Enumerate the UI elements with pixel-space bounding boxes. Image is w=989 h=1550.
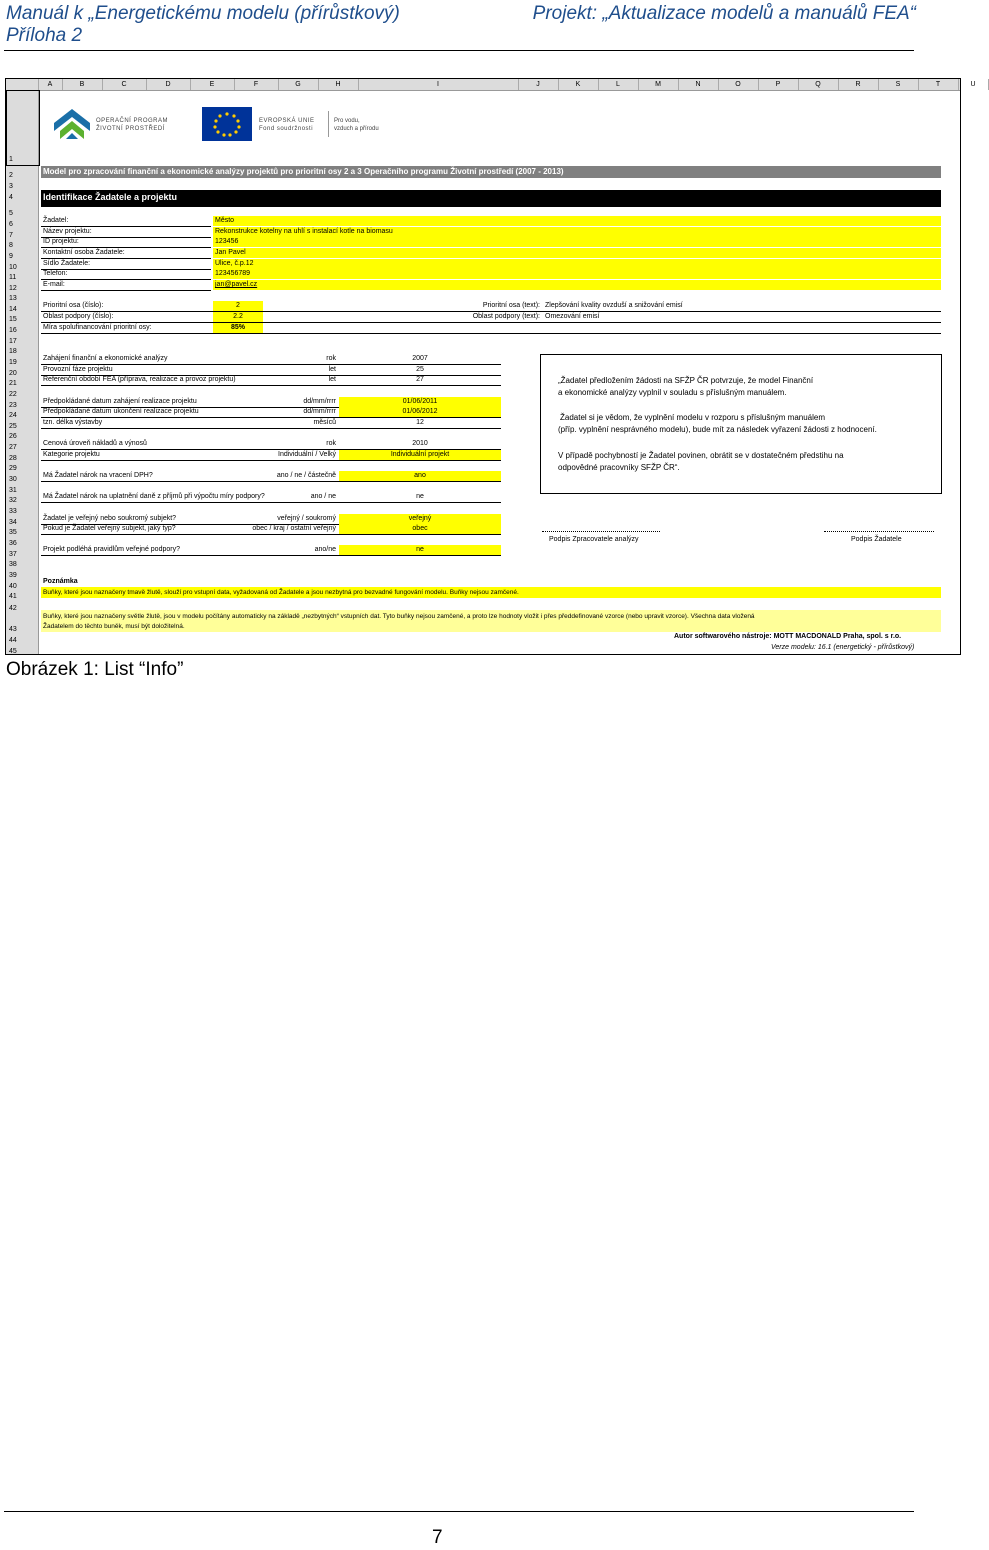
param-label: Předpokládané datum zahájení realizace projektu bbox=[43, 398, 197, 405]
field-label: E-mail: bbox=[43, 281, 65, 288]
row-header: 13 bbox=[9, 295, 17, 302]
section-title: Identifikace Žadatele a projektu bbox=[43, 192, 178, 202]
row-header: 40 bbox=[9, 583, 17, 590]
param-value: ne bbox=[416, 546, 424, 553]
column-headers bbox=[6, 79, 976, 91]
row-header: 3 bbox=[9, 183, 13, 190]
param-value: 2007 bbox=[412, 355, 428, 362]
param-value: obec bbox=[412, 525, 428, 532]
row-header: 43 bbox=[9, 626, 17, 633]
priority-label: Míra spolufinancování prioritní osy: bbox=[43, 324, 152, 331]
field-value: jan@pavel.cz bbox=[215, 281, 258, 288]
param-unit: dd/mm/rrrr bbox=[303, 398, 336, 405]
column-header: N bbox=[678, 79, 719, 90]
row-header: 36 bbox=[9, 540, 17, 547]
row-header: 20 bbox=[9, 370, 17, 377]
declaration-line-5: V případě pochybností je Žadatel povinen, obrátit se v dostatečném předstihu na bbox=[558, 451, 844, 460]
field-label: Kontaktní osoba Žadatele: bbox=[43, 249, 125, 256]
priority-underline bbox=[41, 333, 941, 334]
row-header: 4 bbox=[9, 194, 13, 201]
field-value-bg bbox=[213, 259, 941, 269]
row-header: 29 bbox=[9, 465, 17, 472]
signature-line-applicant bbox=[824, 531, 934, 532]
row-header: 21 bbox=[9, 380, 17, 387]
param-label: tzn. délka výstavby bbox=[43, 419, 103, 426]
field-value-bg bbox=[213, 269, 941, 279]
signature-line-analyst bbox=[542, 531, 660, 532]
declaration-box bbox=[540, 354, 942, 494]
row-header: 8 bbox=[9, 242, 13, 249]
header-left bbox=[6, 3, 400, 47]
signature-analyst: Podpis Zpracovatele analýzy bbox=[549, 536, 639, 543]
priority-label: Oblast podpory (číslo): bbox=[43, 313, 114, 320]
row-header: 28 bbox=[9, 455, 17, 462]
column-header: P bbox=[758, 79, 799, 90]
field-value: 123456 bbox=[215, 238, 239, 245]
row-header: 32 bbox=[9, 497, 17, 504]
field-label: ID projektu: bbox=[43, 238, 79, 245]
param-unit: ano / ne / částečně bbox=[276, 472, 336, 479]
note-dark-yellow: Buňky, které jsou naznačeny tmavě žlutě, slouží pro vstupní data, vyžadovaná od Žadatele a jsou nezbytná pro bezvadné fungování modelu. Buňky nejsou zamčené. bbox=[43, 589, 519, 596]
field-label: Telefon: bbox=[43, 270, 68, 277]
row-header: 12 bbox=[9, 285, 17, 292]
param-unit: veřejný / soukromý bbox=[277, 515, 336, 522]
column-header: J bbox=[518, 79, 559, 90]
param-unit: rok bbox=[326, 440, 336, 447]
header-appendix: Příloha 2 bbox=[6, 25, 83, 46]
field-value: Rekonstrukce kotelny na uhlí s instalací kotle na biomasu bbox=[215, 228, 393, 235]
declaration-line-1: „Žadatel předložením žádosti na SFŽP ČR potvrzuje, že model Finanční bbox=[558, 376, 814, 385]
param-unit: ano/ne bbox=[314, 546, 336, 553]
figure-caption: Obrázek 1: List “Info” bbox=[6, 659, 184, 680]
param-label: Referenční období FEA (příprava, realizace a provoz projektu) bbox=[43, 376, 236, 383]
priority-text-value: Zlepšování kvality ovzduší a snižování emisí bbox=[545, 302, 683, 309]
param-value: ano bbox=[414, 472, 426, 479]
declaration-line-3: Žadatel si je vědom, že vyplnění modelu v rozporu s příslušným manuálem bbox=[560, 413, 826, 422]
row-header: 14 bbox=[9, 306, 17, 313]
param-value: Individuální projekt bbox=[390, 451, 450, 458]
column-header: U bbox=[958, 79, 989, 90]
declaration-line-4: (příp. vyplnění nesprávného modelu), bude mít za následek vyřazení žádosti z hodnocení. bbox=[558, 425, 877, 434]
row-header: 26 bbox=[9, 433, 17, 440]
author-note: Autor softwarového nástroje: MOTT MACDONALD Praha, spol. s r.o. bbox=[674, 633, 902, 640]
field-value-bg bbox=[213, 248, 941, 258]
param-value: 01/06/2011 bbox=[402, 398, 438, 405]
row-header: 6 bbox=[9, 221, 13, 228]
param-value: 12 bbox=[416, 419, 424, 426]
field-value-bg bbox=[213, 216, 941, 226]
field-value-bg bbox=[213, 237, 941, 247]
header-project: Projekt: „Aktualizace modelů a manuálů FEA“ bbox=[532, 3, 916, 24]
priority-value: 85% bbox=[230, 324, 245, 331]
column-header: C bbox=[102, 79, 147, 90]
header-rule bbox=[4, 50, 914, 51]
priority-text-label: Oblast podpory (text): bbox=[472, 313, 540, 320]
param-value: 27 bbox=[416, 376, 424, 383]
column-header: F bbox=[234, 79, 279, 90]
column-header-corner bbox=[6, 79, 39, 90]
row-header: 38 bbox=[9, 561, 17, 568]
column-header: L bbox=[598, 79, 639, 90]
column-header: S bbox=[878, 79, 919, 90]
column-header: H bbox=[318, 79, 359, 90]
row-header: 2 bbox=[9, 172, 13, 179]
declaration-line-6: odpovědné pracovníky SFŽP ČR“. bbox=[558, 463, 680, 472]
row-header: 41 bbox=[9, 593, 17, 600]
version-note: Verze modelu: 16.1 (energetický - přírůstkový) bbox=[771, 644, 915, 651]
signature-applicant: Podpis Žadatele bbox=[851, 536, 902, 543]
column-header: Q bbox=[798, 79, 839, 90]
param-value: 25 bbox=[416, 366, 424, 373]
row-header: 27 bbox=[9, 444, 17, 451]
column-header: T bbox=[918, 79, 959, 90]
column-header: B bbox=[62, 79, 103, 90]
row-header: 45 bbox=[9, 648, 17, 655]
param-label: Cenová úroveň nákladů a výnosů bbox=[43, 440, 147, 447]
column-header: R bbox=[838, 79, 879, 90]
column-header: O bbox=[718, 79, 759, 90]
row-header: 22 bbox=[9, 391, 17, 398]
param-label: Předpokládané datum ukončení realizace projektu bbox=[43, 408, 199, 415]
page-number: 7 bbox=[432, 1527, 443, 1548]
page-header bbox=[0, 0, 960, 52]
field-value: 123456789 bbox=[215, 270, 251, 277]
param-underline bbox=[41, 460, 501, 461]
param-value: veřejný bbox=[408, 515, 432, 522]
row-header: 5 bbox=[9, 210, 13, 217]
priority-value: 2.2 bbox=[233, 313, 243, 320]
param-label: Má Žadatel nárok na uplatnění daně z příjmů při výpočtu míry podpory? bbox=[43, 493, 265, 500]
param-label: Provozní fáze projektu bbox=[43, 366, 113, 373]
param-unit: obec / kraj / ostatní veřejný bbox=[252, 525, 336, 532]
column-header: D bbox=[146, 79, 191, 90]
param-label: Žadatel je veřejný nebo soukromý subjekt? bbox=[43, 515, 177, 522]
column-header: M bbox=[638, 79, 679, 90]
row-header: 30 bbox=[9, 476, 17, 483]
field-value: Jan Pavel bbox=[215, 249, 246, 256]
param-underline bbox=[41, 555, 501, 556]
eu-flag-icon bbox=[202, 107, 252, 141]
field-value-bg bbox=[213, 280, 941, 290]
footer-rule bbox=[4, 1511, 914, 1512]
param-value: 2010 bbox=[412, 440, 428, 447]
opzp-logo-icon bbox=[50, 105, 100, 145]
param-unit: dd/mm/rrrr bbox=[303, 408, 336, 415]
row-header: 9 bbox=[9, 253, 13, 260]
row-header: 31 bbox=[9, 487, 17, 494]
row-header: 39 bbox=[9, 572, 17, 579]
field-label: Název projektu: bbox=[43, 228, 92, 235]
priority-value: 2 bbox=[236, 302, 240, 309]
field-value: Ulice, č.p.12 bbox=[215, 260, 254, 267]
param-underline bbox=[41, 502, 501, 503]
param-value: ne bbox=[416, 493, 424, 500]
model-title: Model pro zpracování finanční a ekonomické analýzy projektů pro prioritní osy 2 a 3 Operačního programu Životní prostředí (2007 - 2013) bbox=[43, 167, 564, 176]
eu-logo-text: EVROPSKÁ UNIE Fond soudržnosti bbox=[259, 118, 315, 132]
param-underline bbox=[41, 481, 501, 482]
param-label: Zahájení finanční a ekonomické analýzy bbox=[43, 355, 168, 362]
row-header: 25 bbox=[9, 423, 17, 430]
column-header: E bbox=[190, 79, 235, 90]
declaration-line-2: a ekonomické analýzy vyplnil v souladu s příslušným manuálem. bbox=[558, 388, 787, 397]
row-header: 11 bbox=[9, 274, 17, 281]
logo-strip bbox=[48, 103, 398, 148]
note-light-yellow-1: Buňky, které jsou naznačeny světle žlutě, jsou v modelu počítány automaticky na základě „nezbytných“ vstupních dat. Tyto buňky nejsou zamčené, a proto lze hodnoty vložit i přes předdefinované vzorce (nebo upravit vzorce). Všechna data vložená bbox=[43, 613, 755, 620]
op-logo-text: OPERAČNÍ PROGRAM ŽIVOTNÍ PROSTŘEDÍ bbox=[96, 118, 169, 132]
row-header: 17 bbox=[9, 338, 17, 345]
row-header: 23 bbox=[9, 402, 17, 409]
column-header: G bbox=[278, 79, 319, 90]
priority-text-label: Prioritní osa (text): bbox=[482, 302, 540, 309]
param-unit: let bbox=[328, 376, 336, 383]
param-value: 01/06/2012 bbox=[402, 408, 438, 415]
priority-underline bbox=[41, 322, 941, 323]
param-unit: Individuální / Velký bbox=[278, 451, 336, 458]
row-header: 1 bbox=[9, 156, 13, 163]
logo-divider bbox=[328, 111, 329, 137]
param-underline bbox=[41, 534, 501, 535]
row-header: 42 bbox=[9, 605, 17, 612]
priority-text-value: Omezování emisí bbox=[545, 313, 600, 320]
param-label: Pokud je Žadatel veřejný subjekt, jaký typ? bbox=[43, 525, 176, 532]
row-header: 18 bbox=[9, 348, 17, 355]
field-underline bbox=[41, 290, 211, 291]
field-label: Sídlo Žadatele: bbox=[43, 260, 91, 267]
param-label: Projekt podléhá pravidlům veřejné podpory? bbox=[43, 546, 180, 553]
param-unit: rok bbox=[326, 355, 336, 362]
row-header: 19 bbox=[9, 359, 17, 366]
pro-vodu-text: Pro vodu, vzduch a přírodu bbox=[334, 118, 379, 132]
column-header: I bbox=[358, 79, 519, 90]
param-underline bbox=[41, 385, 501, 386]
row-header: 44 bbox=[9, 637, 17, 644]
note-light-yellow-2: Žadatelem do těchto buněk, musí být doložitelná. bbox=[43, 623, 185, 630]
selected-cell-a1 bbox=[6, 90, 40, 166]
column-header: K bbox=[558, 79, 599, 90]
priority-label: Prioritní osa (číslo): bbox=[43, 302, 104, 309]
row-header: 16 bbox=[9, 327, 17, 334]
param-unit: měsíců bbox=[313, 419, 336, 426]
row-header: 10 bbox=[9, 264, 17, 271]
param-label: Má Žadatel nárok na vracení DPH? bbox=[43, 472, 153, 479]
param-unit: ano / ne bbox=[310, 493, 336, 500]
param-label: Kategorie projektu bbox=[43, 451, 100, 458]
field-label: Žadatel: bbox=[43, 217, 69, 224]
field-value: Město bbox=[215, 217, 235, 224]
spreadsheet-screenshot bbox=[5, 78, 976, 655]
row-header: 7 bbox=[9, 232, 13, 239]
param-unit: let bbox=[328, 366, 336, 373]
row-header: 34 bbox=[9, 519, 17, 526]
row-header: 15 bbox=[9, 316, 17, 323]
row-headers bbox=[6, 90, 39, 654]
field-underline bbox=[41, 279, 211, 280]
note-title: Poznámka bbox=[43, 578, 78, 585]
row-header: 35 bbox=[9, 529, 17, 536]
column-header: A bbox=[38, 79, 63, 90]
row-header: 24 bbox=[9, 412, 17, 419]
header-manual-title: Manuál k „Energetickému modelu (přírůstkový) bbox=[6, 3, 400, 24]
row-header: 33 bbox=[9, 508, 17, 515]
row-header: 37 bbox=[9, 551, 17, 558]
param-underline bbox=[41, 428, 501, 429]
